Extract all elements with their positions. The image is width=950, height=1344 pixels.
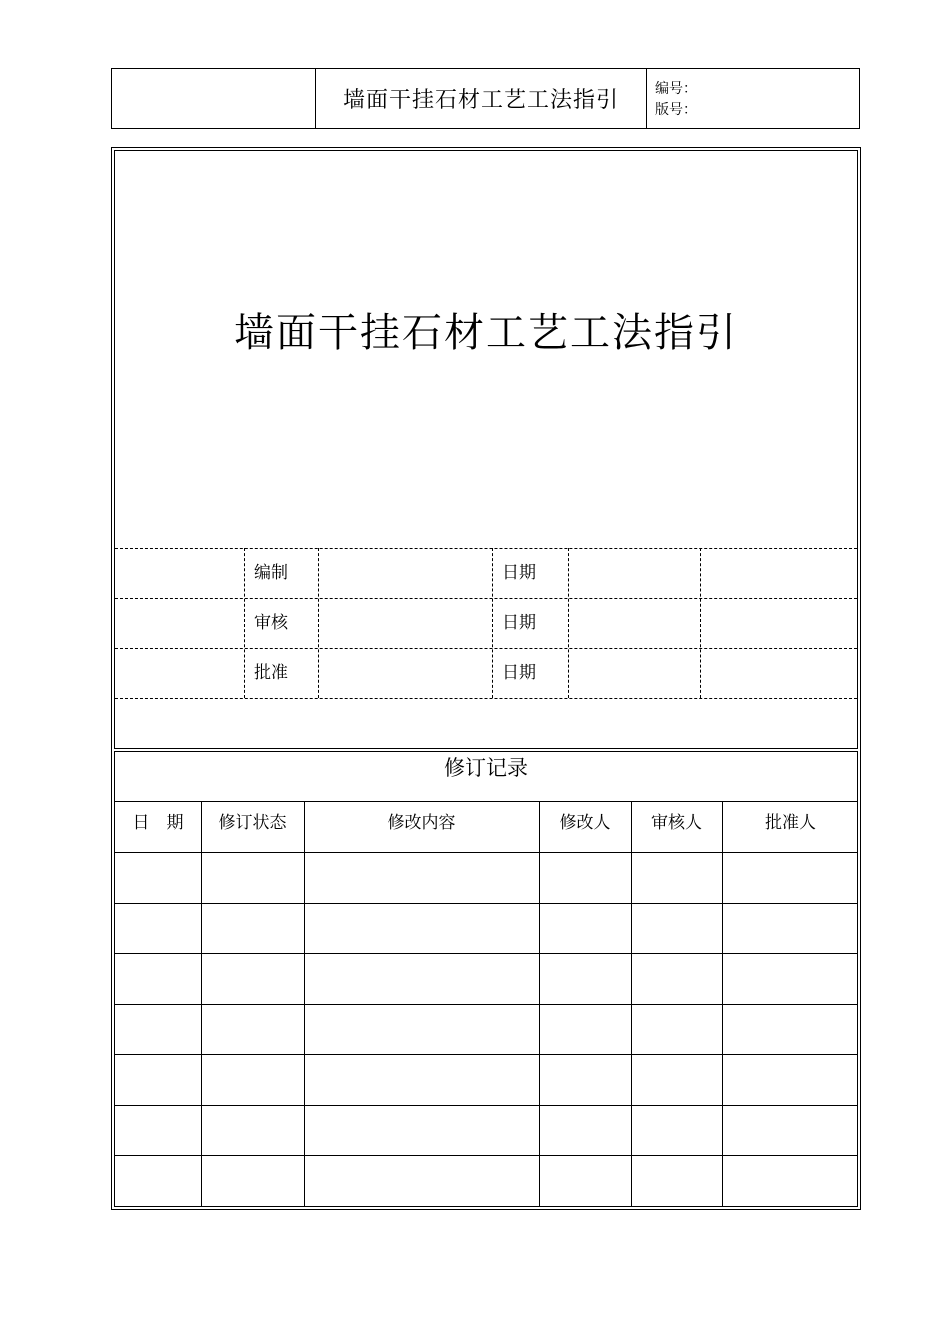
revision-title: 修订记录 — [115, 752, 857, 802]
header-title: 墙面干挂石材工艺工法指引 — [316, 69, 647, 128]
revision-section — [114, 751, 858, 1207]
signoff-row-bottom — [115, 698, 857, 699]
table-row-line — [115, 1054, 857, 1055]
revision-table — [115, 802, 857, 1206]
col-header-content: 修改内容 — [387, 813, 456, 833]
table-col-line — [539, 802, 540, 1206]
signoff-row — [115, 598, 857, 648]
table-col-line — [722, 802, 723, 1206]
header-meta — [647, 69, 859, 128]
cover-section — [114, 150, 858, 749]
table-row-line — [115, 1105, 857, 1106]
col-header-approver: 批准人 — [765, 813, 816, 833]
signoff-divider — [244, 548, 245, 698]
table-row-line — [115, 903, 857, 904]
cover-title: 墙面干挂石材工艺工法指引 — [234, 310, 738, 356]
table-row-line — [115, 1155, 857, 1156]
signoff-row — [115, 548, 857, 598]
version-label: 版号： — [655, 102, 697, 118]
signoff-divider — [492, 548, 493, 698]
table-col-line — [201, 802, 202, 1206]
signoff-role-review: 审核 — [254, 613, 288, 633]
signoff-date-label: 日期 — [502, 563, 536, 583]
table-row-line — [115, 953, 857, 954]
signoff-divider — [568, 548, 569, 698]
col-header-status: 修订状态 — [218, 813, 287, 833]
table-row-line — [115, 1004, 857, 1005]
table-col-line — [304, 802, 305, 1206]
col-header-date: 日 期 — [132, 813, 184, 833]
signoff-row — [115, 648, 857, 698]
table-row-line — [115, 852, 857, 853]
code-label: 编号： — [655, 81, 697, 97]
table-col-line — [631, 802, 632, 1206]
header-logo-cell — [112, 69, 316, 128]
col-header-reviewer: 审核人 — [651, 813, 702, 833]
signoff-date-label: 日期 — [502, 663, 536, 683]
signoff-role-compile: 编制 — [254, 563, 288, 583]
col-header-modifier: 修改人 — [559, 813, 611, 833]
signoff-date-label: 日期 — [502, 613, 536, 633]
signoff-role-approve: 批准 — [254, 663, 288, 683]
document-header — [111, 68, 860, 129]
signoff-divider — [318, 548, 319, 698]
signoff-grid — [115, 548, 857, 700]
signoff-divider — [700, 548, 701, 698]
cover-page-frame — [111, 147, 861, 1210]
